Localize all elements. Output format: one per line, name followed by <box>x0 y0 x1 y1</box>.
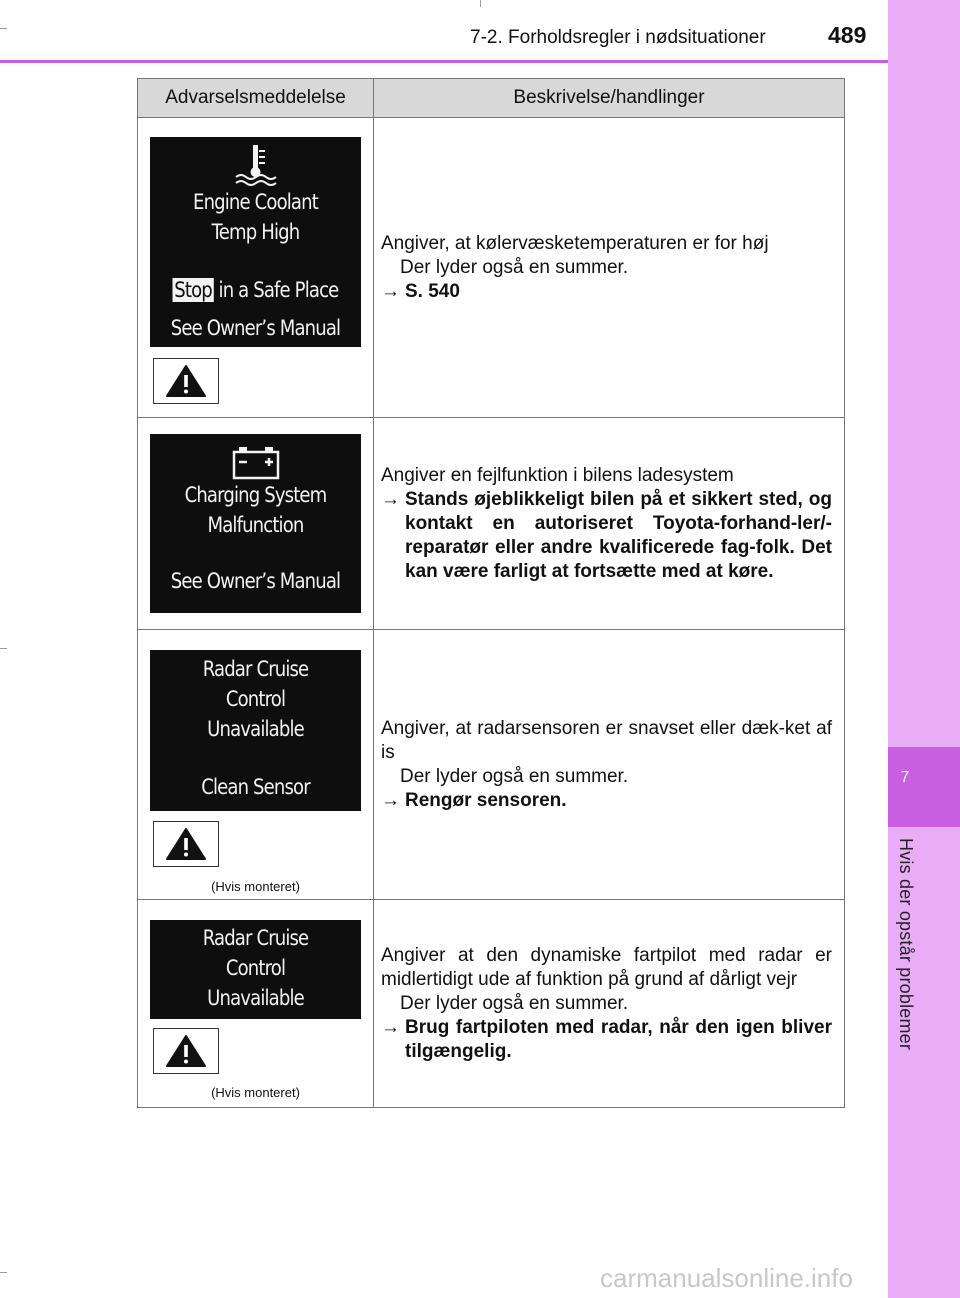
warning-display <box>150 920 361 1019</box>
warning-image-cell <box>138 630 374 900</box>
arrow-icon: → <box>381 280 400 302</box>
warning-triangle-box <box>153 1028 219 1074</box>
description-cell <box>374 118 845 418</box>
description-text: Angiver en fejlfunktion i bilens ladesystem <box>381 464 734 486</box>
action-text: S. 540 <box>405 280 460 302</box>
crop-mark <box>0 28 7 29</box>
description-cell <box>374 900 845 1108</box>
buzzer-note: Der lyder også en summer. <box>400 992 629 1014</box>
crop-mark <box>480 0 481 7</box>
arrow-icon: → <box>381 488 400 510</box>
description-cell <box>374 418 845 630</box>
crop-mark <box>0 1272 7 1273</box>
warning-triangle-box <box>153 358 219 404</box>
buzzer-note: Der lyder også en summer. <box>400 256 629 278</box>
display-line: in a Safe Place <box>218 278 339 302</box>
display-line: Unavailable <box>207 986 304 1010</box>
fitment-note: (Hvis monteret) <box>211 879 300 894</box>
table-row <box>138 630 845 900</box>
side-tab <box>888 0 960 1298</box>
warning-image-cell <box>138 418 374 630</box>
buzzer-note: Der lyder også en summer. <box>400 765 629 787</box>
warning-triangle-icon <box>165 1034 207 1068</box>
warning-image-cell <box>138 118 374 418</box>
warning-display <box>150 650 361 811</box>
fitment-note: (Hvis monteret) <box>211 1085 300 1100</box>
display-line: See Owner’s Manual <box>170 316 341 340</box>
watermark: carmanualsonline.info <box>600 1263 853 1293</box>
battery-icon <box>230 444 282 480</box>
stop-highlight: Stop <box>174 278 212 302</box>
warning-table <box>137 78 845 1108</box>
warning-triangle-icon <box>165 827 207 861</box>
description-text: Angiver, at kølervæsketemperaturen er for høj <box>381 232 769 254</box>
display-line: Engine Coolant <box>193 190 318 214</box>
action-text: Rengør sensoren. <box>405 789 567 811</box>
header-rule <box>0 60 888 63</box>
display-line: Charging System <box>184 483 327 507</box>
chapter-title: Hvis der opstår problemer <box>896 838 916 1051</box>
display-line: Unavailable <box>207 717 304 741</box>
chapter-box <box>888 747 960 827</box>
warning-display <box>150 137 361 347</box>
table-row <box>138 118 845 418</box>
display-line: Clean Sensor <box>201 775 310 799</box>
table-row <box>138 418 845 630</box>
display-line: Control <box>225 687 286 711</box>
action-text: Stands øjeblikkeligt bilen på et sikkert sted, og kontakt en autoriseret Toyota-forhand-ler/-reparatør eller andre kvalificerede fag-folk. Det kan være farligt at fortsætte med at køre. <box>405 488 832 582</box>
display-line: Temp High <box>211 220 300 244</box>
section-title: 7-2. Forholdsregler i nødsituationer <box>470 27 766 48</box>
crop-mark <box>0 648 7 649</box>
warning-display <box>150 434 361 613</box>
warning-triangle-icon <box>165 364 207 398</box>
col-header-message: Advarselsmeddelelse <box>138 79 374 118</box>
display-line: Radar Cruise <box>202 657 309 681</box>
arrow-icon: → <box>381 789 400 811</box>
arrow-icon: → <box>381 1016 400 1038</box>
warning-triangle-box <box>153 821 219 867</box>
description-text: Angiver at den dynamiske fartpilot med radar er midlertidigt ude af funktion på grund af dårligt vejr <box>381 944 832 990</box>
display-line: Malfunction <box>207 513 304 537</box>
table-header-row <box>138 79 845 118</box>
page-number: 489 <box>828 22 867 48</box>
action-text: Brug fartpiloten med radar, når den igen bliver tilgængelig. <box>405 1016 832 1062</box>
description-text: Angiver, at radarsensoren er snavset eller dæk-ket af is <box>381 717 832 763</box>
description-cell <box>374 630 845 900</box>
chapter-number: 7 <box>900 769 910 786</box>
table-row <box>138 900 845 1108</box>
display-line: Radar Cruise <box>202 926 309 950</box>
warning-image-cell <box>138 900 374 1108</box>
coolant-temp-icon <box>233 143 279 187</box>
col-header-description: Beskrivelse/handlinger <box>374 79 845 118</box>
display-line: See Owner’s Manual <box>170 569 341 593</box>
display-line: Control <box>225 956 286 980</box>
